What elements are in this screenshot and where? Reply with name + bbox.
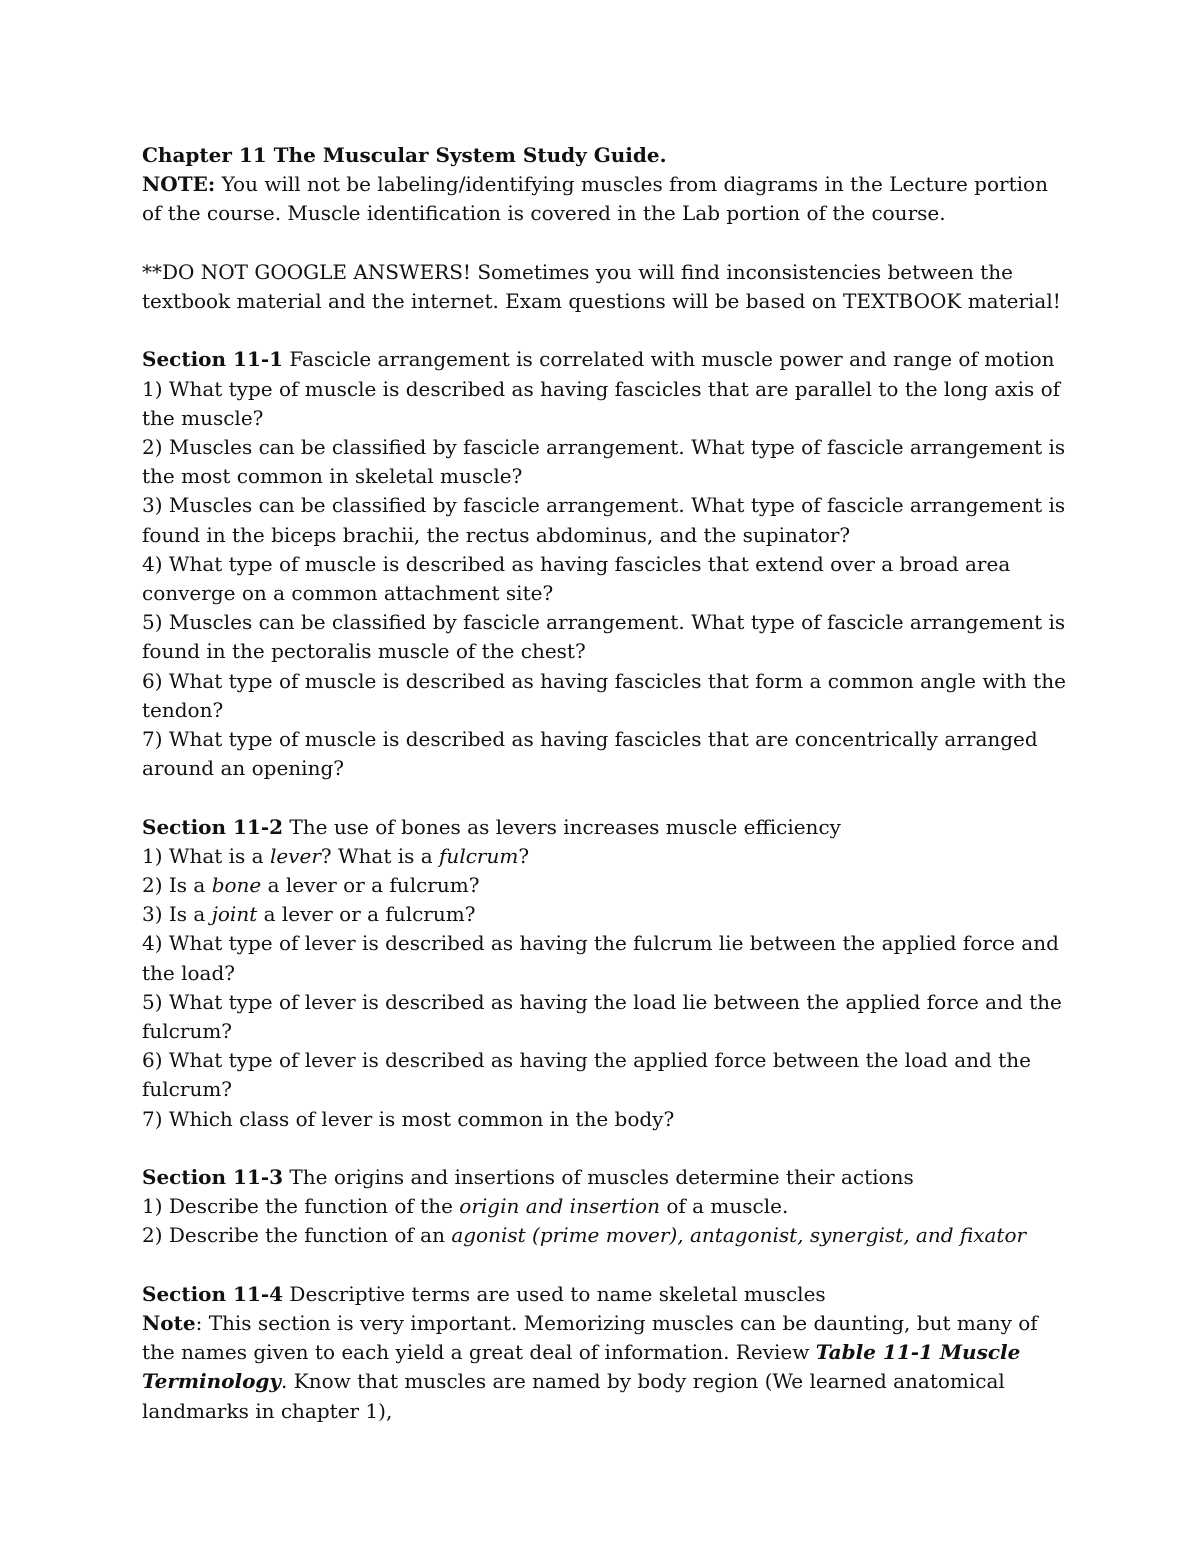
- question: 4) What type of muscle is described as having fascicles that extend over a broad area converge on a common attachment site?: [142, 551, 1011, 606]
- question: 7) Which class of lever is most common in the body?: [142, 1106, 675, 1131]
- section-heading: Section 11-2 The use of bones as levers increases muscle efficiency: [142, 814, 841, 839]
- section-heading: Section 11-4 Descriptive terms are used to name skeletal muscles: [142, 1281, 826, 1306]
- document-page: [142, 141, 1072, 1426]
- note-paragraph: Note: This section is very important. Memorizing muscles can be daunting, but many of the names given to each yield a great deal of information. Review Table 11-1 Muscle Terminology. Know that muscles are named by body region (We learned anatomical landmarks in chapter 1),: [142, 1311, 1038, 1423]
- question: 6) What type of lever is described as having the applied force between the load and the fulcrum?: [142, 1048, 1031, 1102]
- question: 1) What type of muscle is described as having fascicles that are parallel to the long axis of the muscle?: [142, 376, 1061, 430]
- spacer: [142, 316, 1072, 345]
- question: 4) What type of lever is described as having the fulcrum lie between the applied force and the load?: [142, 931, 1059, 985]
- warning-paragraph: **DO NOT GOOGLE ANSWERS! Sometimes you will find inconsistencies between the textbook material and the internet. Exam questions will be based on TEXTBOOK material!: [142, 259, 1061, 313]
- question: 3) Muscles can be classified by fascicle arrangement. What type of fascicle arrangement is found in the biceps brachii, the rectus abdominus, and the supinator?: [142, 493, 1066, 547]
- question: 2) Muscles can be classified by fascicle arrangement. What type of fascicle arrangement is the most common in skeletal muscle?: [142, 435, 1066, 489]
- spacer: [142, 783, 1072, 812]
- spacer: [142, 1134, 1072, 1163]
- question: 1) What is a lever? What is a fulcrum?: [142, 843, 530, 868]
- question: 6) What type of muscle is described as having fascicles that form a common angle with the tendon?: [142, 668, 1066, 722]
- question: 3) Is a joint a lever or a fulcrum?: [142, 902, 476, 927]
- spacer: [142, 1251, 1072, 1280]
- question: 1) Describe the function of the origin and insertion of a muscle.: [142, 1194, 789, 1219]
- note-paragraph: NOTE: You will not be labeling/identifying muscles from diagrams in the Lecture portion of the course. Muscle identification is covered in the Lab portion of the course.: [142, 172, 1048, 226]
- question: 5) Muscles can be classified by fascicle arrangement. What type of fascicle arrangement is found in the pectoralis muscle of the chest?: [142, 610, 1066, 664]
- section-heading: Section 11-1 Fascicle arrangement is correlated with muscle power and range of motion: [142, 347, 1055, 372]
- spacer: [142, 229, 1072, 258]
- document-title: Chapter 11 The Muscular System Study Guide.: [142, 143, 667, 167]
- question: 2) Is a bone a lever or a fulcrum?: [142, 873, 480, 898]
- section-heading: Section 11-3 The origins and insertions of muscles determine their actions: [142, 1165, 914, 1190]
- question: 7) What type of muscle is described as having fascicles that are concentrically arranged around an opening?: [142, 727, 1038, 781]
- question: 5) What type of lever is described as having the load lie between the applied force and the fulcrum?: [142, 989, 1062, 1044]
- question: 2) Describe the function of an agonist (prime mover), antagonist, synergist, and fixator: [142, 1223, 1027, 1248]
